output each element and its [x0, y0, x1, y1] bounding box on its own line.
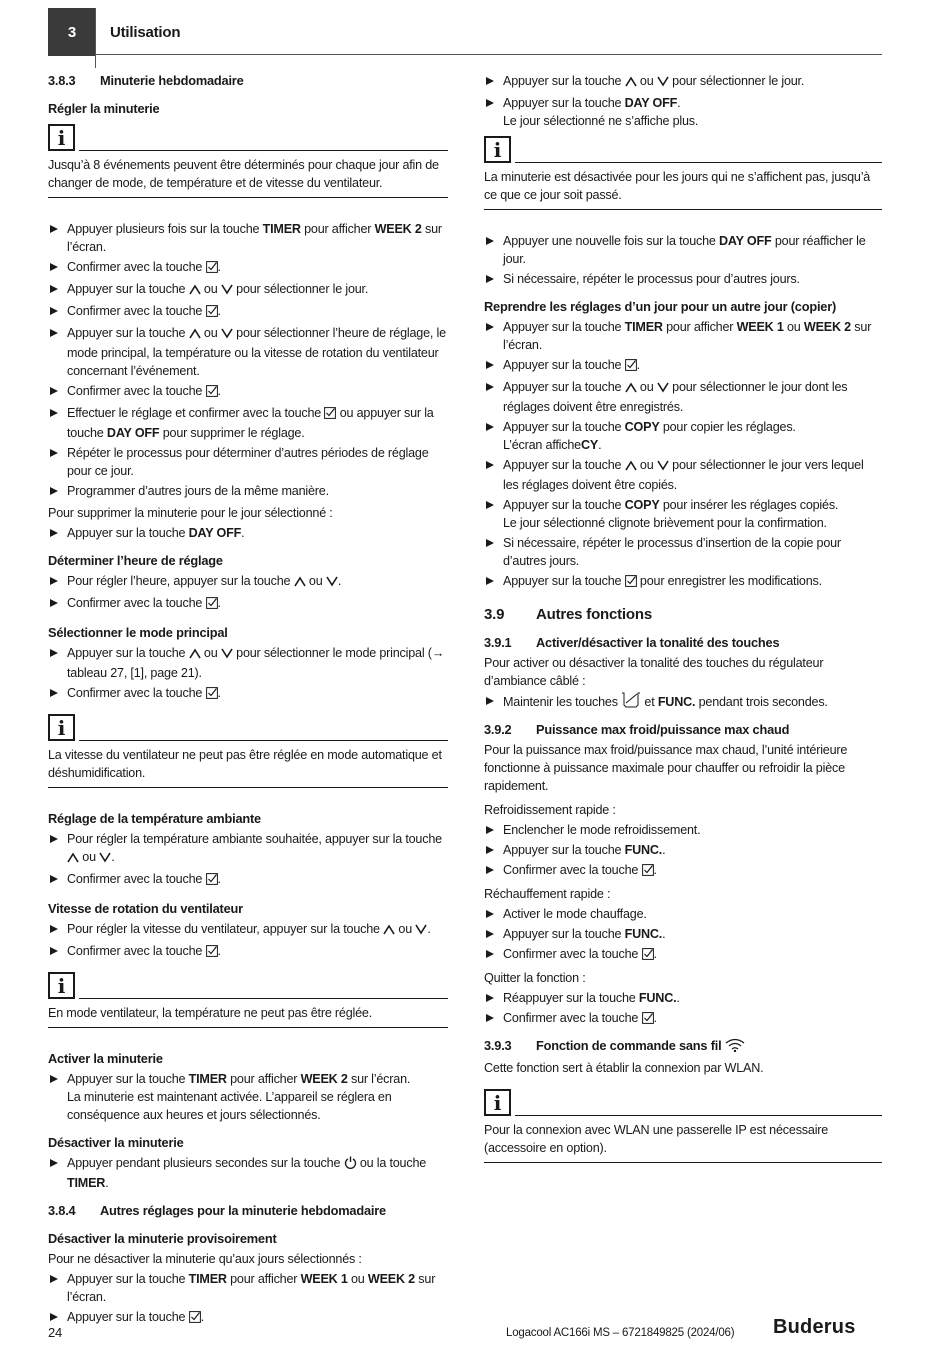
info-note: i Pour la connexion avec WLAN une passerelle IP est nécessaire (accessoire en option).	[484, 1089, 882, 1163]
paragraph: Quitter la fonction :	[484, 971, 586, 985]
section-3-9-3-heading: 3.9.3 Fonction de commande sans fil	[484, 1037, 882, 1057]
list-item: Répéter le processus pour déterminer d’autres périodes de réglage pour ce jour.	[48, 444, 448, 480]
list-item: Pour régler la température ambiante souhaitée, appuyer sur la touche ou .	[48, 830, 448, 868]
paragraph: Pour supprimer la minuterie pour le jour sélectionné :	[48, 506, 333, 520]
subheading-mode: Sélectionner le mode principal	[48, 625, 228, 640]
header-rule	[96, 54, 882, 55]
chapter-title: Utilisation	[110, 24, 181, 41]
steps-list	[48, 524, 448, 542]
confirm-check-icon	[206, 686, 218, 704]
steps-list	[48, 1154, 448, 1192]
confirm-check-icon	[189, 1310, 201, 1328]
chevron-up-icon	[625, 458, 637, 476]
subheading-provisoire: Désactiver la minuterie provisoirement	[48, 1231, 277, 1246]
list-item: Réappuyer sur la touche FUNC..	[484, 989, 882, 1007]
confirm-check-icon	[625, 574, 637, 592]
steps-list	[484, 318, 882, 592]
info-icon: i	[48, 124, 75, 151]
subheading-temperature: Réglage de la température ambiante	[48, 811, 261, 826]
header-divider	[95, 8, 96, 68]
list-item: Maintenir les touches et FUNC. pendant trois secondes.	[484, 692, 882, 713]
confirm-check-icon	[206, 944, 218, 962]
steps-list	[48, 1270, 448, 1328]
subheading-copier: Reprendre les réglages d’un jour pour un autre jour (copier)	[484, 299, 837, 314]
list-item: Enclencher le mode refroidissement.	[484, 821, 882, 839]
chapter-number: 3	[48, 8, 96, 56]
section-3-9-2-heading: 3.9.2 Puissance max froid/puissance max chaud	[484, 722, 790, 737]
chevron-up-icon	[625, 74, 637, 92]
list-item: Appuyer sur la touche TIMER pour afficher WEEK 2 sur l’écran. La minuterie est maintenant activée. L’appareil se réglera en conséquence aux heures et jours sélectionnés.	[48, 1070, 448, 1124]
list-item: Activer le mode chauffage.	[484, 905, 882, 923]
subheading-activer: Activer la minuterie	[48, 1051, 163, 1066]
mute-bell-icon	[621, 692, 641, 713]
list-item: Appuyer plusieurs fois sur la touche TIMER pour afficher WEEK 2 sur l’écran.	[48, 220, 448, 256]
list-item: Appuyer une nouvelle fois sur la touche DAY OFF pour réafficher le jour.	[484, 232, 882, 268]
steps-list	[484, 905, 882, 965]
info-icon: i	[48, 972, 75, 999]
section-3-8-3-heading: 3.8.3 Minuterie hebdomadaire	[48, 73, 244, 88]
chevron-down-icon	[221, 646, 233, 664]
confirm-check-icon	[642, 863, 654, 881]
chevron-up-icon	[189, 646, 201, 664]
steps-list	[484, 821, 882, 881]
list-item: Pour régler la vitesse du ventilateur, appuyer sur la touche ou .	[48, 920, 448, 940]
info-note: i Jusqu’à 8 événements peuvent être déterminés pour chaque jour afin de changer de mode, de température et de vitesse du ventilateur.	[48, 124, 448, 198]
chevron-down-icon	[657, 380, 669, 398]
list-item: Appuyer sur la touche FUNC..	[484, 841, 882, 859]
steps-list	[48, 220, 448, 500]
wifi-icon	[725, 1038, 745, 1057]
confirm-check-icon	[206, 384, 218, 402]
steps-list	[48, 644, 448, 704]
confirm-check-icon	[206, 260, 218, 278]
paragraph: Réchauffement rapide :	[484, 887, 611, 901]
list-item: Appuyer sur la touche COPY pour insérer les réglages copiés. Le jour sélectionné clignote brièvement pour la confirmation.	[484, 496, 882, 532]
subheading-vitesse: Vitesse de rotation du ventilateur	[48, 901, 243, 916]
list-item: Confirmer avec la touche .	[48, 684, 448, 704]
subheading-regler: Régler la minuterie	[48, 101, 160, 116]
list-item: Appuyer pendant plusieurs secondes sur la touche ou la touche TIMER.	[48, 1154, 448, 1192]
list-item: Appuyer sur la touche COPY pour copier les réglages. L’écran afficheCY.	[484, 418, 882, 454]
list-item: Programmer d’autres jours de la même manière.	[48, 482, 448, 500]
confirm-check-icon	[206, 872, 218, 890]
subheading-desactiver: Désactiver la minuterie	[48, 1135, 184, 1150]
list-item: Effectuer le réglage et confirmer avec la touche ou appuyer sur la touche DAY OFF pour supprimer le réglage.	[48, 404, 448, 442]
confirm-check-icon	[206, 596, 218, 614]
steps-list	[484, 692, 882, 713]
list-item: Appuyer sur la touche ou pour sélectionner le mode principal (→ tableau 27, [1], page 21).	[48, 644, 448, 682]
chevron-down-icon	[221, 326, 233, 344]
list-item: Appuyer sur la touche ou pour sélectionner le jour.	[48, 280, 448, 300]
steps-list	[48, 830, 448, 890]
right-column	[484, 72, 882, 1185]
chevron-up-icon	[189, 282, 201, 300]
chevron-down-icon	[221, 282, 233, 300]
list-item: Confirmer avec la touche .	[484, 1009, 882, 1029]
list-item: Appuyer sur la touche FUNC..	[484, 925, 882, 943]
confirm-check-icon	[206, 304, 218, 322]
chevron-down-icon	[99, 850, 111, 868]
list-item: Appuyer sur la touche .	[48, 1308, 448, 1328]
left-column	[48, 72, 448, 1330]
chevron-up-icon	[383, 922, 395, 940]
info-note: i La minuterie est désactivée pour les jours qui ne s’affichent pas, jusqu’à ce que ce jour soit passé.	[484, 136, 882, 210]
list-item: Confirmer avec la touche .	[48, 382, 448, 402]
info-icon: i	[484, 136, 511, 163]
info-icon: i	[484, 1089, 511, 1116]
paragraph: Pour la puissance max froid/puissance max chaud, l’unité intérieure fonctionne à puissance maximale pour chauffer ou refroidir la pièce rapidement.	[484, 743, 848, 793]
page-number: 24	[48, 1325, 63, 1340]
list-item: Si nécessaire, répéter le processus pour d’autres jours.	[484, 270, 882, 288]
paragraph: Refroidissement rapide :	[484, 803, 616, 817]
info-icon: i	[48, 714, 75, 741]
list-item: Confirmer avec la touche .	[48, 870, 448, 890]
steps-list	[484, 72, 882, 130]
list-item: Appuyer sur la touche DAY OFF.	[48, 524, 448, 542]
chevron-down-icon	[657, 74, 669, 92]
chevron-down-icon	[657, 458, 669, 476]
section-3-9-1-heading: 3.9.1 Activer/désactiver la tonalité des touches	[484, 635, 780, 650]
list-item: Appuyer sur la touche DAY OFF. Le jour sélectionné ne s’affiche plus.	[484, 94, 882, 130]
brand-logo: Buderus	[773, 1316, 856, 1338]
chevron-up-icon	[189, 326, 201, 344]
list-item: Pour régler l’heure, appuyer sur la touche ou .	[48, 572, 448, 592]
chevron-down-icon	[326, 574, 338, 592]
steps-list	[484, 989, 882, 1029]
list-item: Appuyer sur la touche ou pour sélectionner le jour dont les réglages doivent être enregistrés.	[484, 378, 882, 416]
chevron-up-icon	[67, 850, 79, 868]
list-item: Si nécessaire, répéter le processus d’insertion de la copie pour d’autres jours.	[484, 534, 882, 570]
info-note: i La vitesse du ventilateur ne peut pas être réglée en mode automatique et déshumidification.	[48, 714, 448, 788]
subheading-heure: Déterminer l’heure de réglage	[48, 553, 223, 568]
list-item: Appuyer sur la touche ou pour sélectionner le jour vers lequel les réglages doivent être copiés.	[484, 456, 882, 494]
steps-list	[48, 920, 448, 962]
chevron-up-icon	[294, 574, 306, 592]
list-item: Confirmer avec la touche .	[484, 945, 882, 965]
list-item: Appuyer sur la touche TIMER pour afficher WEEK 1 ou WEEK 2 sur l’écran.	[48, 1270, 448, 1306]
list-item: Appuyer sur la touche TIMER pour afficher WEEK 1 ou WEEK 2 sur l’écran.	[484, 318, 882, 354]
list-item: Confirmer avec la touche .	[48, 942, 448, 962]
paragraph: Pour ne désactiver la minuterie qu’aux jours sélectionnés :	[48, 1252, 362, 1266]
steps-list	[48, 1070, 448, 1124]
confirm-check-icon	[642, 1011, 654, 1029]
section-3-8-4-heading: 3.8.4 Autres réglages pour la minuterie hebdomadaire	[48, 1203, 386, 1218]
power-icon	[344, 1156, 357, 1174]
list-item: Appuyer sur la touche pour enregistrer les modifications.	[484, 572, 882, 592]
document-reference: Logacool AC166i MS – 6721849825 (2024/06)	[506, 1327, 735, 1339]
paragraph: Cette fonction sert à établir la connexion par WLAN.	[484, 1061, 764, 1075]
steps-list	[484, 232, 882, 288]
section-3-9-heading: 3.9 Autres fonctions	[484, 606, 652, 623]
chevron-up-icon	[625, 380, 637, 398]
steps-list	[48, 572, 448, 614]
list-item: Confirmer avec la touche .	[484, 861, 882, 881]
chevron-down-icon	[415, 922, 427, 940]
confirm-check-icon	[625, 358, 637, 376]
list-item: Appuyer sur la touche ou pour sélectionner le jour.	[484, 72, 882, 92]
list-item: Appuyer sur la touche .	[484, 356, 882, 376]
confirm-check-icon	[324, 406, 336, 424]
paragraph: Pour activer ou désactiver la tonalité des touches du régulateur d’ambiance câblé :	[484, 656, 824, 688]
list-item: Confirmer avec la touche .	[48, 258, 448, 278]
confirm-check-icon	[642, 947, 654, 965]
list-item: Confirmer avec la touche .	[48, 594, 448, 614]
list-item: Confirmer avec la touche .	[48, 302, 448, 322]
info-note: i En mode ventilateur, la température ne peut pas être réglée.	[48, 972, 448, 1028]
list-item: Appuyer sur la touche ou pour sélectionner l’heure de réglage, le mode principal, la température ou la vitesse de rotation du ventilateur concernant l’événement.	[48, 324, 448, 380]
